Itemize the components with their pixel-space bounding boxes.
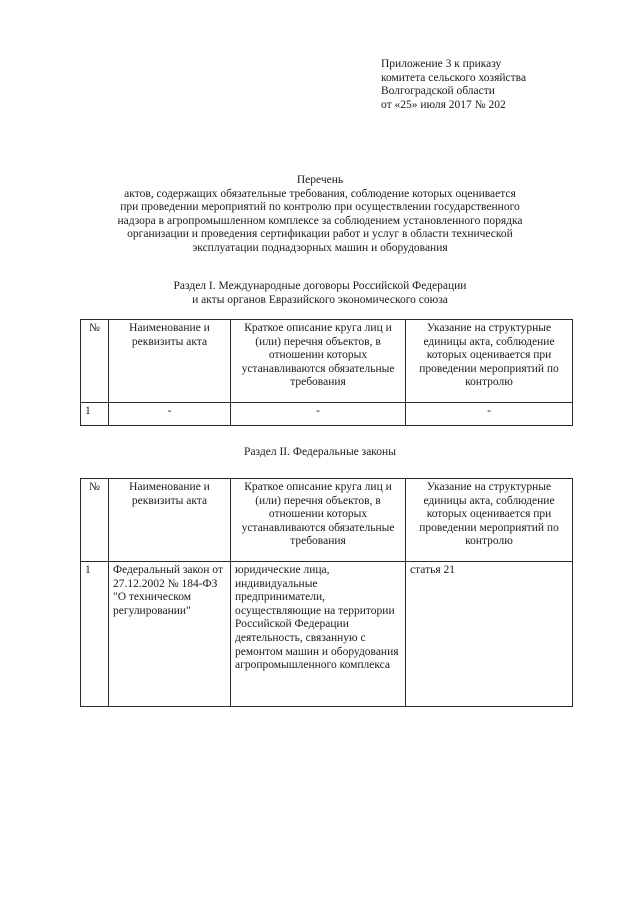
- appendix-block: [381, 58, 611, 112]
- appendix-line: Приложение 3 к приказу: [381, 58, 502, 70]
- document-title: [60, 174, 580, 256]
- cell-num: 1: [81, 403, 109, 426]
- table-row: [81, 562, 573, 707]
- cell-name: -: [109, 403, 231, 426]
- title-line: надзора в агропромышленном комплексе за соблюдением установленного порядка: [117, 214, 523, 227]
- cell-desc: юридические лица, индивидуальные предприниматели, осуществляющие на территории Российской Федерации деятельность, связанную с ремонтом машин и оборудования агропромышленного комплекса: [231, 562, 406, 707]
- header-indication: Указание на структурные единицы акта, соблюдение которых оценивается при проведении мероприятий по контролю: [406, 320, 573, 403]
- section2-heading: [60, 446, 580, 460]
- appendix-line: комитета сельского хозяйства: [381, 71, 527, 84]
- section1-heading: [60, 280, 580, 307]
- header-num: №: [81, 479, 109, 562]
- appendix-line: от «25» июля 2017 № 202: [381, 98, 506, 111]
- cell-indication: -: [406, 403, 573, 426]
- table-header-row: [81, 479, 573, 562]
- section2-table: [80, 478, 573, 707]
- header-name: Наименование и реквизиты акта: [109, 320, 231, 403]
- cell-desc: -: [231, 403, 406, 426]
- title-line: при проведении мероприятий по контролю при осуществлении государственного: [120, 201, 520, 214]
- header-name: Наименование и реквизиты акта: [109, 479, 231, 562]
- header-num: №: [81, 320, 109, 403]
- section1-table: [80, 319, 573, 426]
- cell-num: 1: [81, 562, 109, 707]
- section2-heading-line: Раздел II. Федеральные законы: [244, 446, 396, 458]
- header-desc: Краткое описание круга лиц и (или) перечня объектов, в отношении которых устанавливаются обязательные требования: [231, 479, 406, 562]
- title-line: актов, содержащих обязательные требования, соблюдение которых оценивается: [124, 187, 516, 200]
- cell-indication: статья 21: [406, 562, 573, 707]
- title-heading: Перечень: [296, 174, 344, 186]
- title-line: организации и проведения сертификации работ и услуг в области технической: [127, 228, 513, 241]
- title-line: эксплуатации поднадзорных машин и оборудования: [192, 241, 448, 254]
- cell-name: Федеральный закон от 27.12.2002 № 184-ФЗ "О техническом регулировании": [109, 562, 231, 707]
- header-indication: Указание на структурные единицы акта, соблюдение которых оценивается при проведении мероприятий по контролю: [406, 479, 573, 562]
- header-desc: Краткое описание круга лиц и (или) перечня объектов, в отношении которых устанавливаются обязательные требования: [231, 320, 406, 403]
- section1-heading-line: и акты органов Евразийского экономического союза: [192, 293, 448, 306]
- section1-heading-line: Раздел I. Международные договоры Российской Федерации: [173, 280, 467, 292]
- appendix-line: Волгоградской области: [381, 85, 495, 98]
- table-row: [81, 403, 573, 426]
- table-header-row: [81, 320, 573, 403]
